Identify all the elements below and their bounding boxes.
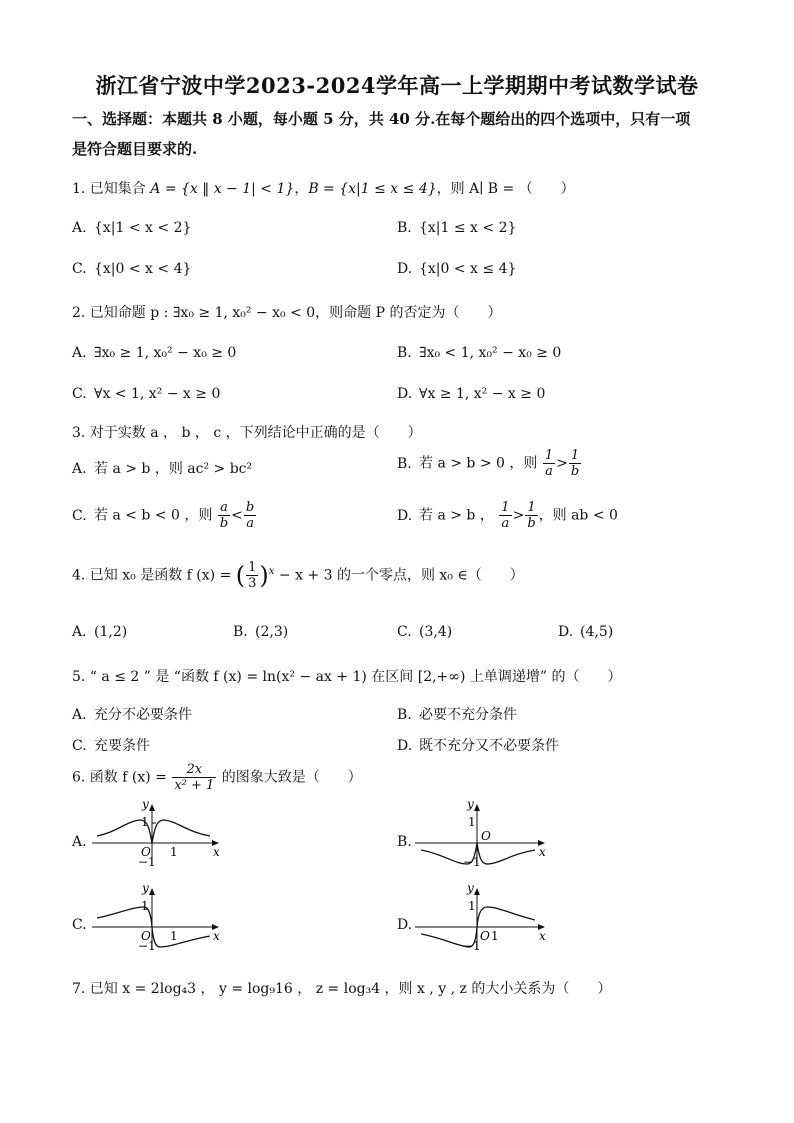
- option-label: A.: [72, 707, 87, 723]
- question-7: 7. 已知 x = 2log₄3 ， y = log₉16 ， z = log₃4 ，则 x , y , z 的大小关系为（ ）: [72, 981, 612, 997]
- fraction: $\frac{1}{b}$: [527, 500, 536, 531]
- q4-prefix: 4. 已知 x₀ 是函数 f (x) =: [72, 567, 232, 584]
- option-label: B.: [397, 220, 412, 236]
- option-label: D.: [558, 624, 574, 640]
- tick-pos-label: 1: [468, 815, 476, 829]
- option-text: 充分不必要条件: [94, 707, 192, 723]
- option-label: A.: [72, 220, 87, 236]
- option-label: B.: [233, 624, 248, 640]
- option-text: ∃x₀ < 1, x₀² − x₀ ≥ 0: [419, 345, 562, 361]
- option-text: {x|0 < x ≤ 4}: [419, 261, 517, 277]
- option-text: 若 a > b > 0 ，则: [419, 455, 538, 472]
- q3-option-d[interactable]: D. 若 a > b ， $\frac{1}{a}$ > $\frac{1}{b}$ ，则 ab < 0: [397, 500, 618, 531]
- axis-x-label: x: [213, 929, 220, 943]
- axis-y-label: y: [142, 881, 149, 895]
- fraction: $\frac{1}{b}$: [570, 448, 580, 479]
- q6-option-a-label[interactable]: A.: [72, 834, 87, 850]
- q6-graph-a[interactable]: [92, 796, 222, 868]
- q4-option-a[interactable]: [72, 624, 127, 640]
- q1-suffix: ，则 A∣ B = （ ）: [436, 181, 575, 197]
- option-text: ，则 ab < 0: [538, 507, 618, 524]
- option-text: 若 a > b ，: [419, 507, 494, 524]
- q4-option-b[interactable]: [233, 624, 288, 640]
- section-heading: [72, 104, 722, 164]
- axis-y-label: y: [142, 797, 149, 811]
- origin-label: O: [141, 929, 151, 943]
- option-label: C.: [72, 507, 87, 524]
- option-text: {x|1 ≤ x < 2}: [419, 220, 517, 236]
- option-text: ∀x < 1, x² − x ≥ 0: [94, 386, 221, 402]
- option-text: 充要条件: [94, 738, 150, 754]
- question-1: [72, 178, 575, 198]
- option-text: (2,3): [255, 624, 289, 640]
- option-text: (4,5): [580, 624, 614, 640]
- q3-option-c[interactable]: C. 若 a < b < 0 ，则 $\frac{a}{b}$ < $\frac{b}{a}$: [72, 500, 255, 531]
- q2-option-a[interactable]: [72, 345, 236, 361]
- q5-option-b[interactable]: [397, 704, 517, 724]
- page-title: 浙江省宁波中学2023-2024学年高一上学期期中考试数学试卷: [95, 73, 699, 98]
- q6-graph-b[interactable]: [415, 796, 550, 868]
- fraction: $\frac{1}{a}$: [501, 500, 510, 531]
- option-text: 若 a < b < 0 ，则: [94, 507, 213, 524]
- tick-x-label: 1: [491, 929, 499, 943]
- option-text: 必要不充分条件: [419, 707, 517, 723]
- section-heading-line2: 是符合题目要求的.: [72, 140, 198, 158]
- tick-x-label: 1: [170, 929, 178, 943]
- tick-neg-label: −1: [463, 939, 481, 953]
- option-label: C.: [72, 261, 87, 277]
- option-label: A.: [72, 461, 87, 477]
- q2-option-c[interactable]: [72, 386, 220, 402]
- option-label: C.: [72, 386, 87, 402]
- q6-option-b-label[interactable]: B.: [397, 834, 412, 850]
- q1-prefix: 1. 已知集合: [72, 181, 146, 197]
- option-text: (1,2): [94, 624, 128, 640]
- question-5: 5. “ a ≤ 2 ” 是 “函数 f (x) = ln(x² − ax + 1) 在区间 [2,+∞) 上单调递增” 的（ ）: [72, 669, 622, 685]
- q4-suffix: − x + 3 的一个零点，则 x₀ ∈（ ）: [278, 567, 524, 584]
- fraction: $\frac{1}{a}$: [544, 448, 554, 479]
- q3-option-b[interactable]: B. 若 a > b > 0 ，则 $\frac{1}{a}$ > $\frac{1}{b}$: [397, 448, 580, 479]
- option-label: A.: [72, 624, 87, 640]
- option-text: {x|0 < x < 4}: [94, 261, 192, 277]
- tick-x-label: 1: [170, 845, 178, 859]
- tick-pos-label: 1: [141, 899, 149, 913]
- option-label: D.: [397, 386, 413, 402]
- fraction: $\frac{a}{b}$: [219, 500, 229, 531]
- option-label: D.: [397, 507, 413, 524]
- option-text: ∀x ≥ 1, x² − x ≥ 0: [419, 386, 546, 402]
- option-label: B.: [397, 345, 412, 361]
- q6-option-c-label[interactable]: C.: [72, 917, 87, 933]
- tick-pos-label: 1: [141, 815, 149, 829]
- origin-label: O: [481, 829, 491, 843]
- q2-option-d[interactable]: [397, 386, 545, 402]
- axis-y-label: y: [467, 797, 474, 811]
- tick-pos-label: 1: [468, 899, 476, 913]
- question-2: 2. 已知命题 p : ∃x₀ ≥ 1, x₀² − x₀ < 0，则命题 P 的否定为（ ）: [72, 305, 502, 321]
- option-label: B.: [397, 455, 412, 472]
- axis-x-label: x: [539, 845, 546, 859]
- tick-neg-label: −1: [463, 855, 481, 869]
- q4-option-d[interactable]: [558, 624, 613, 640]
- axis-x-label: x: [213, 845, 220, 859]
- question-4: 4. 已知 x₀ 是函数 f (x) = ( $\frac{1}{3}$ )$^x$ − x + 3 的一个零点，则 x₀ ∈（ ）: [72, 560, 524, 591]
- q6-graph-c[interactable]: [92, 880, 222, 952]
- tick-neg-label: −1: [138, 939, 156, 953]
- origin-label: O: [141, 845, 151, 859]
- q4-option-c[interactable]: [397, 624, 452, 640]
- fraction: $\frac{1}{3}$: [248, 560, 257, 591]
- question-3: 3. 对于实数 a ， b ， c ，下列结论中正确的是（ ）: [72, 425, 422, 441]
- q5-option-a[interactable]: [72, 704, 192, 724]
- option-label: C.: [397, 624, 412, 640]
- q2-option-b[interactable]: [397, 345, 561, 361]
- option-text: 既不充分又不必要条件: [419, 738, 559, 754]
- q1-set-b: B = {x|1 ≤ x ≤ 4}: [308, 181, 437, 197]
- q6-suffix: 的图象大致是（ ）: [221, 769, 362, 786]
- q6-prefix: 6. 函数 f (x) =: [72, 769, 167, 786]
- q1-option-c[interactable]: [72, 261, 191, 277]
- fraction: $\frac{2x}{\text{x² + 1}}$: [174, 762, 215, 793]
- tick-neg-label: −1: [138, 855, 156, 869]
- q1-option-b[interactable]: [397, 220, 516, 236]
- option-text: {x|1 < x < 2}: [94, 220, 192, 236]
- q1-separator: ，: [294, 181, 309, 197]
- option-label: A.: [72, 345, 87, 361]
- option-label: B.: [397, 707, 412, 723]
- origin-label: O: [480, 929, 490, 943]
- q1-option-d[interactable]: [397, 261, 516, 277]
- q5-option-d[interactable]: [397, 735, 559, 755]
- q1-set-a: A = {x ‖ x − 1| < 1}: [150, 181, 295, 197]
- axis-x-label: x: [539, 929, 546, 943]
- question-6: [72, 762, 362, 793]
- option-label: D.: [397, 738, 413, 754]
- section-heading-line1: 一、选择题：本题共 8 小题，每小题 5 分，共 40 分.在每个题给出的四个选项中，只有一项: [72, 110, 691, 128]
- q6-graph-d[interactable]: [415, 880, 550, 952]
- q1-option-a[interactable]: [72, 220, 191, 236]
- option-label: C.: [72, 738, 87, 754]
- option-text: ∃x₀ ≥ 1, x₀² − x₀ ≥ 0: [94, 345, 237, 361]
- fraction: $\frac{b}{a}$: [245, 500, 255, 531]
- q3-option-a[interactable]: [72, 458, 252, 478]
- q6-option-d-label[interactable]: D.: [397, 917, 413, 933]
- q5-option-c[interactable]: [72, 735, 150, 755]
- option-label: D.: [397, 261, 413, 277]
- axis-y-label: y: [467, 881, 474, 895]
- option-text: (3,4): [419, 624, 453, 640]
- option-text: 若 a > b ，则 ac² > bc²: [94, 461, 253, 477]
